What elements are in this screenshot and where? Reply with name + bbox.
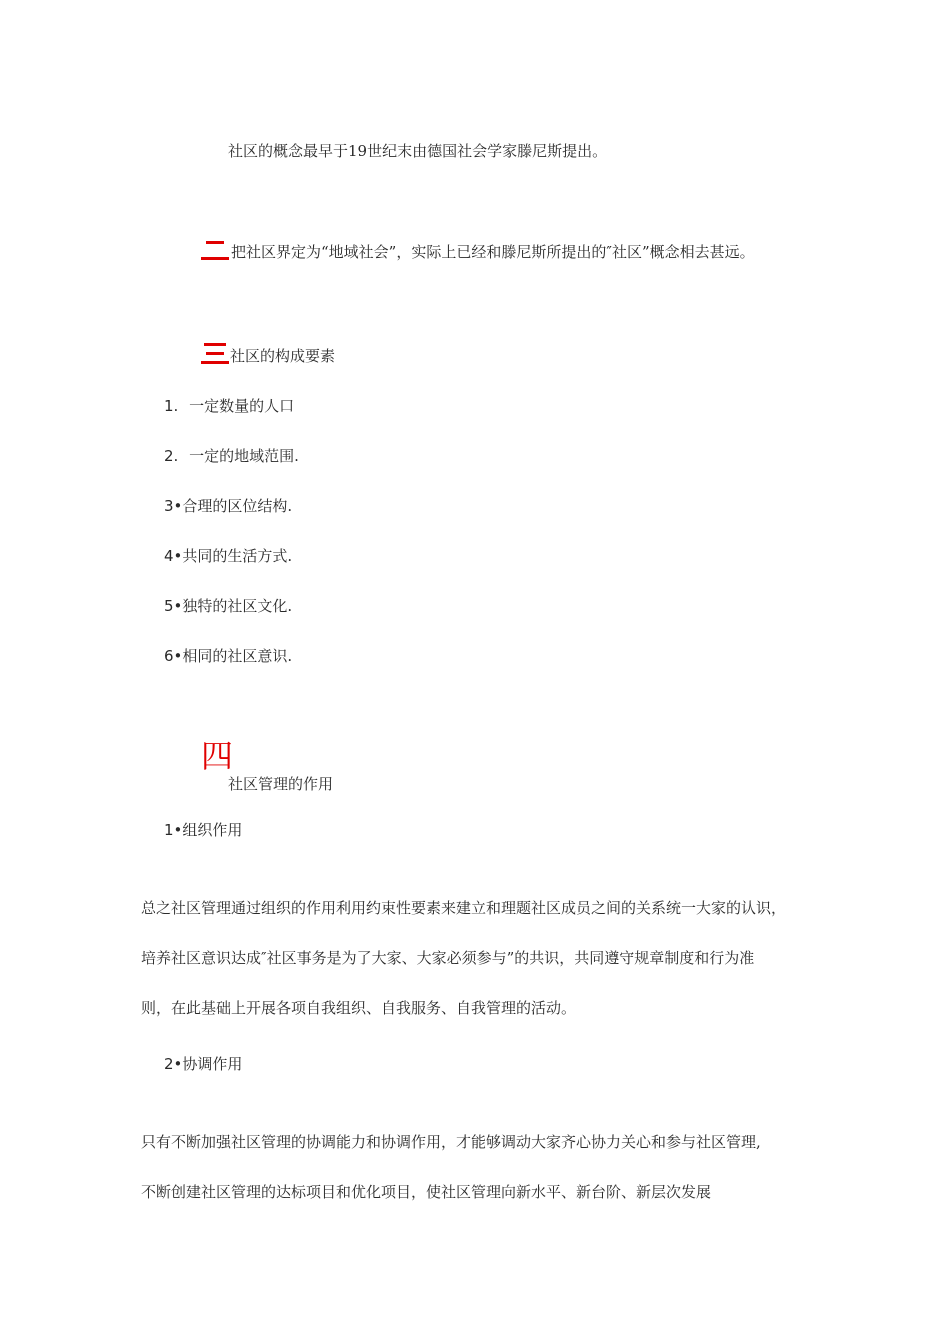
subheading-organize [164, 820, 242, 840]
section-three-glyph [200, 339, 230, 367]
item-number: 2. [164, 447, 179, 465]
list-item [164, 596, 292, 616]
list-item [164, 546, 292, 566]
intro-paragraph: 社区的概念最早于19世纪末由德国社会学家滕尼斯提出。 [228, 142, 608, 160]
section-four-title: 社区管理的作用 [228, 775, 334, 793]
paragraph-line: 不断创建社区管理的达标项目和优化项目，使社区管理向新水平、新台阶、新层次发展 [141, 1183, 712, 1201]
item-number: 3• [164, 497, 183, 515]
list-item [164, 446, 299, 466]
list-item [164, 496, 292, 516]
item-text: 协调作用 [182, 1055, 243, 1073]
section-two-text: 把社区界定为“地域社会”，实际上已经和滕尼斯所提出的″社区”概念相去甚远。 [231, 243, 755, 261]
subheading-coordinate [164, 1054, 242, 1074]
item-number: 6• [164, 647, 183, 665]
paragraph-line: 总之社区管理通过组织的作用利用约束性要素来建立和理题社区成员之间的关系统一大家的认识， [141, 899, 787, 917]
section-marker-three [200, 339, 230, 367]
item-number: 2• [164, 1055, 183, 1073]
item-text: 相同的社区意识. [182, 647, 293, 665]
list-item [164, 396, 294, 416]
list-item [164, 646, 292, 666]
item-text: 一定的地域范围. [189, 447, 299, 465]
item-number: 1• [164, 821, 183, 839]
section-marker-two [200, 237, 230, 265]
item-text: 合理的区位结构. [182, 497, 293, 515]
item-text: 共同的生活方式. [182, 547, 293, 565]
section-two-glyph [200, 237, 230, 265]
item-text: 独特的社区文化. [182, 597, 293, 615]
item-text: 组织作用 [182, 821, 243, 839]
section-three-title: 社区的构成要素 [230, 347, 336, 365]
section-marker-four: 四 [201, 737, 234, 775]
paragraph-line: 则，在此基础上开展各项自我组织、自我服务、自我管理的活动。 [141, 999, 577, 1017]
item-number: 1. [164, 397, 179, 415]
item-text: 一定数量的人口 [189, 397, 295, 415]
item-number: 4• [164, 547, 183, 565]
item-number: 5• [164, 597, 183, 615]
paragraph-line: 培养社区意识达成″社区事务是为了大家、大家必须参与”的共识，共同遵守规章制度和行为准 [141, 949, 755, 967]
paragraph-line: 只有不断加强社区管理的协调能力和协调作用，才能够调动大家齐心协力关心和参与社区管理, [141, 1133, 761, 1151]
